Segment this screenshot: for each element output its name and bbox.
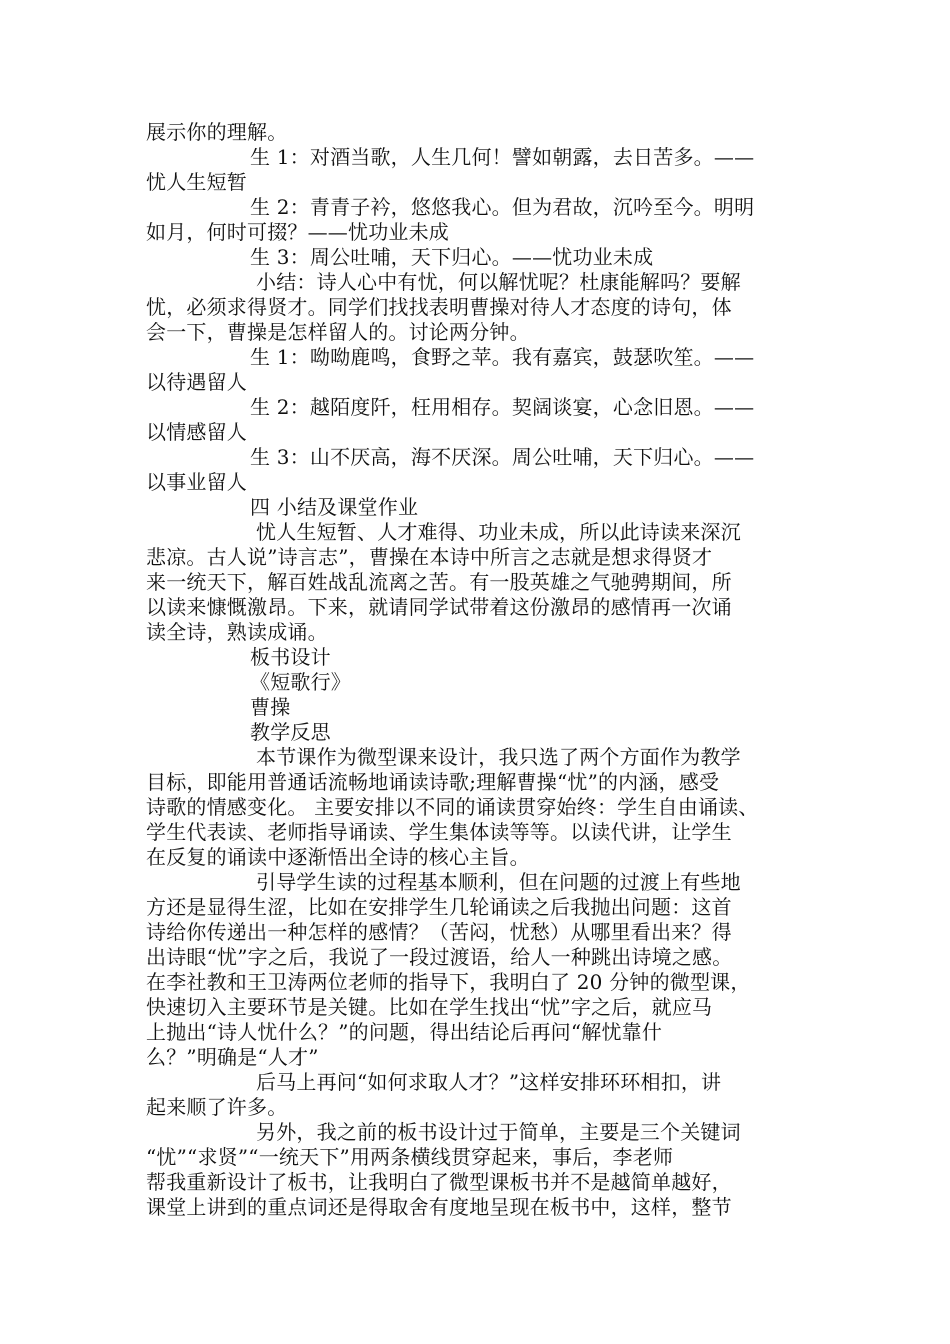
text-line: 起来顺了许多。 [146, 1095, 288, 1119]
text-line: 板书设计 [250, 645, 331, 669]
text-line: 曹操 [250, 695, 291, 719]
text-line: 课堂上讲到的重点词还是得取舍有度地呈现在板书中，这样，整节 [146, 1195, 732, 1219]
text-line: 生 2：青青子衿，悠悠我心。但为君故，沉吟至今。明明 [250, 195, 755, 219]
text-line: 《短歌行》 [250, 670, 351, 694]
text-line: 以事业留人 [146, 470, 247, 494]
text-line: 来一统天下，解百姓战乱流离之苦。有一股英雄之气驰骋期间，所 [146, 570, 732, 594]
text-line: 生 3：山不厌高，海不厌深。周公吐哺，天下归心。—— [250, 445, 755, 469]
text-line: 上抛出“诗人忧什么？”的问题，得出结论后再问“解忧靠什 [146, 1020, 663, 1044]
text-line: 如月，何时可掇？——忧功业未成 [146, 220, 449, 244]
text-line: 引导学生读的过程基本顺利，但在问题的过渡上有些地 [256, 870, 741, 894]
text-line: 么？”明确是“人才” [146, 1045, 319, 1069]
text-line: 忧人生短暂、人才难得、功业未成，所以此诗读来深沉 [256, 520, 741, 544]
text-line: 生 2：越陌度阡，枉用相存。契阔谈宴，心念旧恩。—— [250, 395, 755, 419]
text-line: 展示你的理解。 [146, 120, 288, 144]
text-line: 在李社教和王卫涛两位老师的指导下，我明白了 20 分钟的微型课， [146, 970, 751, 994]
text-line: 方还是显得生涩，比如在安排学生几轮诵读之后我抛出问题：这首 [146, 895, 732, 919]
text-line: “忧”“求贤”“一统天下”用两条横线贯穿起来，事后，李老师 [146, 1145, 674, 1169]
document-page [146, 120, 818, 1220]
text-line: 以读来慷慨激昂。下来，就请同学试带着这份激昂的感情再一次诵 [146, 595, 732, 619]
text-line: 快速切入主要环节是关键。比如在学生找出“忧”字之后，就应马 [146, 995, 713, 1019]
text-line: 生 3：周公吐哺，天下归心。——忧功业未成 [250, 245, 654, 269]
text-line: 诗歌的情感变化。 主要安排以不同的诵读贯穿始终：学生自由诵读、 [146, 795, 759, 819]
text-line: 以待遇留人 [146, 370, 247, 394]
text-line: 本节课作为微型课来设计，我只选了两个方面作为教学 [256, 745, 741, 769]
text-line: 教学反思 [250, 720, 331, 744]
text-line: 生 1：对酒当歌，人生几何！譬如朝露，去日苦多。—— [250, 145, 755, 169]
text-line: 帮我重新设计了板书，让我明白了微型课板书并不是越简单越好， [146, 1170, 732, 1194]
text-line: 另外，我之前的板书设计过于简单，主要是三个关键词 [256, 1120, 741, 1144]
text-line: 学生代表读、老师指导诵读、学生集体读等等。以读代讲，让学生 [146, 820, 732, 844]
text-line: 忧人生短暂 [146, 170, 247, 194]
text-line: 以情感留人 [146, 420, 247, 444]
text-line: 目标，即能用普通话流畅地诵读诗歌;理解曹操“忧”的内涵，感受 [146, 770, 720, 794]
text-line: 生 1：呦呦鹿鸣，食野之苹。我有嘉宾，鼓瑟吹笙。—— [250, 345, 755, 369]
text-line: 忧，必须求得贤才。同学们找找表明曹操对待人才态度的诗句，体 [146, 295, 732, 319]
text-line: 会一下，曹操是怎样留人的。讨论两分钟。 [146, 320, 530, 344]
text-line: 小结：诗人心中有忧，何以解忧呢？杜康能解吗？要解 [256, 270, 741, 294]
text-line: 读全诗，熟读成诵。 [146, 620, 328, 644]
text-line: 诗给你传递出一种怎样的感情？（苦闷，忧愁）从哪里看出来？得 [146, 920, 732, 944]
text-line: 在反复的诵读中逐渐悟出全诗的核心主旨。 [146, 845, 530, 869]
text-line: 悲凉。古人说”诗言志”，曹操在本诗中所言之志就是想求得贤才 [146, 545, 713, 569]
text-line: 出诗眼“忧”字之后，我说了一段过渡语，给人一种跳出诗境之感。 [146, 945, 733, 969]
text-line: 后马上再问“如何求取人才？”这样安排环环相扣，讲 [256, 1070, 722, 1094]
text-line: 四 小结及课堂作业 [250, 495, 419, 519]
